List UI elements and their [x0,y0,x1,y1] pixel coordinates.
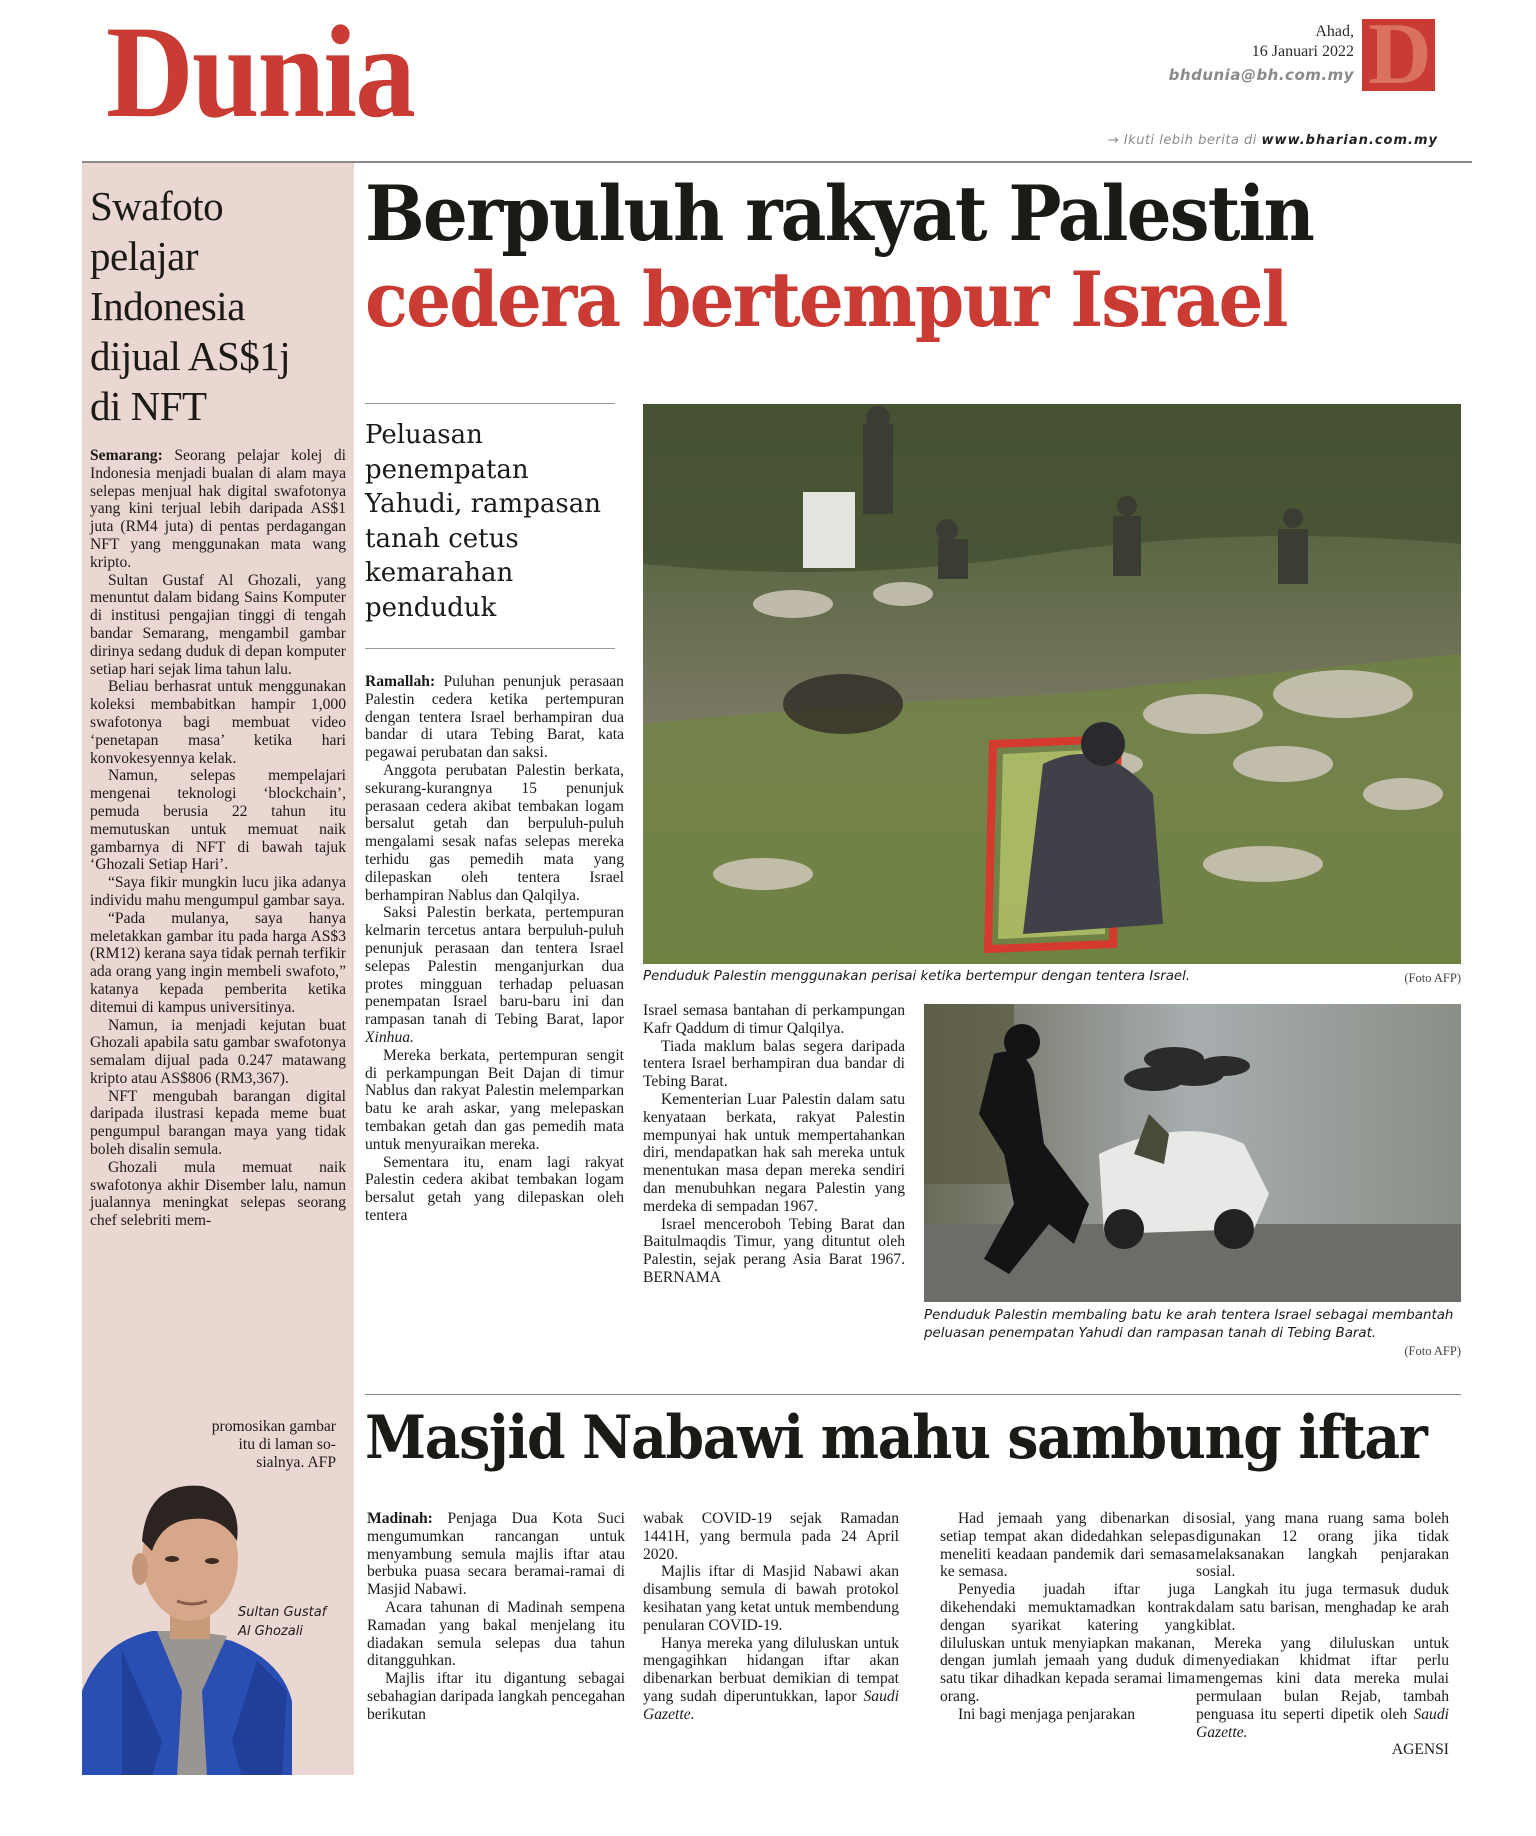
follow-prefix: → Ikuti lebih berita di [1107,133,1257,148]
sidebar-body [90,447,346,1230]
photo1-caption: Penduduk Palestin menggunakan perisai ketika bertempur dengan tentera Israel. [643,969,1191,984]
source-name: Xinhua. [365,1028,414,1046]
paragraph: Namun, ia menjadi kejutan buat Ghozali apabila satu gambar swafotonya semalam dijual pada 0.247 matawang kripto atau AS$806 (RM3,367). [90,1016,346,1087]
paragraph: wabak COVID-19 sejak Ramadan 1441H, yang bermula pada 24 April 2020. [643,1510,899,1563]
tail-line: promosikan gambar [211,1418,336,1435]
second-story-column-2 [643,1510,899,1724]
photo2-credit: (Foto AFP) [1404,1344,1461,1358]
paragraph: Tiada maklum balas segera daripada tentera Israel berhampiran dua bandar di Tebing Barat. [643,1037,905,1091]
paragraph: Beliau berhasrat untuk menggunakan koleksi membabitkan hampir 1,000 swafotonya bagi membuat video ‘penetapan masa’ ketika hari konvokesyennya kelak. [90,678,346,767]
website-link[interactable]: www.bharian.com.my [1261,133,1438,148]
paragraph: “Pada mulanya, saya hanya meletakkan gambar itu pada harga AS$3 (RM12) kerana saya tidak pernah terfikir ada orang yang ingin membeli swafoto,” katanya kepada pemberita ketika ditemui di kampus universitinya. [90,909,346,1016]
paragraph: Madinah: Penjaga Dua Kota Suci mengumumkan rancangan untuk menyambung semula majlis iftar atau berbuka puasa secara beramai-ramai di Masjid Nabawi. [367,1510,625,1599]
paragraph: Had jemaah yang dibenarkan di setiap tempat akan didedahkan selepas meneliti keadaan pandemik dari semasa ke semasa. [940,1510,1195,1581]
source-name: Saudi Gazette. [1196,1705,1449,1741]
tail-line: itu di laman so- [238,1435,336,1453]
second-story-column-1 [367,1510,625,1724]
portrait-caption [238,1603,326,1641]
photo2-caption: Penduduk Palestin membaling batu ke arah tentera Israel sebagai membantah peluasan penempatan Yahudi dan rampasan tanah di Tebing Barat. [924,1308,1454,1341]
sidebar-tail-text [212,1418,336,1471]
paragraph: Penyedia juadah iftar juga dikehendaki memuktamadkan kontrak dengan syarikat katering yang diluluskan untuk menyiapkan makanan, dengan jumlah jemaah yang duduk di satu tikar dihadkan kepada seramai lima orang. [940,1581,1195,1705]
sidebar-headline-line: pelajar [90,233,199,279]
paragraph: Kementerian Luar Palestin dalam satu kenyataan berkata, rakyat Palestin mempunyai hak untuk mempertahankan diri, mendapatkan hak sah mereka untuk menentukan masa depan mereka sendiri dan menubuhkan negara Palestin yang merdeka di sempadan 1967. [643,1090,905,1215]
paragraph: Majlis iftar di Masjid Nabawi akan disambung semula di bawah protokol kesihatan yang ketat untuk membendung penularan COVID-19. [643,1563,899,1634]
sidebar-headline [90,181,350,431]
paragraph: Ghozali mula memuat naik swafotonya akhir Disember lalu, namun jualannya meningkat selepas seorang chef selebriti mem- [90,1158,346,1230]
deck-rule-top [365,403,615,404]
stone-throwing-photo [924,1004,1461,1302]
paragraph: Semarang: Seorang pelajar kolej di Indonesia menjadi bualan di alam maya selepas menjual hak digital swafotonya yang kini terjual lebih daripada AS$1 juta (RM4 juta) di pentas perdagangan NFT yang menggunakan mata wang kripto. [90,447,346,571]
deck-rule-bottom [365,648,615,649]
paragraph: Ramallah: Puluhan penunjuk perasaan Palestin cedera ketika pertempuran dengan tentera Israel berhampiran dua bandar di utara Tebing Barat, kata pegawai perubatan dan saksi. [365,673,624,762]
section-logo-icon [1362,19,1435,91]
main-headline [365,169,1384,344]
issue-date [1252,22,1354,62]
headline-line-2: cedera bertempur Israel [365,255,1287,344]
paragraph: Saksi Palestin berkata, pertempuran kelmarin tercetus antara berpuluh-puluh penunjuk perasaan dan tentera Israel selepas Palestin menganjurkan dua protes mingguan terhadap peluasan penempatan Israel baru-baru ini dan rampasan tanah di Tebing Barat, lapor Xinhua. [365,904,624,1046]
paragraph: Majlis iftar itu digantung sebagai sebahagian daripada langkah pencegahan berikutan [367,1670,625,1723]
paragraph: Acara tahunan di Madinah sempena Ramadan yang bakal menjelang itu diadakan semula selepas dua tahun ditangguhkan. [367,1598,625,1670]
sidebar-headline-line: Indonesia [90,283,245,329]
paragraph: Ini bagi menjaga penjarakan [958,1705,1136,1723]
paragraph: sosial, yang mana ruang sama boleh digunakan 12 orang jika tidak melaksanakan langkah penjarakan sosial. [1196,1510,1449,1581]
issue-day: Ahad, [1315,23,1354,40]
logo-letter: D [1368,19,1432,91]
signoff: AGENSI [1391,1741,1449,1759]
issue-full-date: 16 Januari 2022 [1251,43,1354,60]
second-headline: Masjid Nabawi mahu sambung iftar [365,1403,1427,1473]
caption-line: Al Ghozali [238,1624,303,1639]
source-name: Saudi Gazette. [643,1687,899,1723]
story-deck: Peluasan penempatan Yahudi, rampasan tanah cetus kemarahan penduduk [365,420,601,623]
mid-divider [365,1394,1461,1395]
paragraph: Langkah itu juga termasuk duduk dalam satu barisan, menghadap ke arah kiblat. [1196,1581,1449,1634]
headline-line-1: Berpuluh rakyat Palestin [365,169,1314,258]
photo1-credit: (Foto AFP) [1404,971,1461,985]
main-story-column-1 [365,673,624,1225]
section-email-link[interactable]: bhdunia@bh.com.my [1168,66,1354,84]
second-story-column-3 [940,1510,1195,1724]
dateline: Semarang: [90,447,163,464]
clash-photo [643,404,1461,964]
paragraph: Sementara itu, enam lagi rakyat Palestin cedera akibat tembakan logam bersalut getah yang dilepaskan oleh tentera [365,1153,624,1224]
tail-line: sialnya. AFP [256,1453,336,1471]
paragraph: NFT mengubah barangan digital daripada ilustrasi kepada meme buat pengumpul barangan maya yang tidak boleh disalin semula. [90,1087,346,1159]
sidebar-headline-line: di NFT [90,383,207,429]
main-story-column-2 [643,1002,905,1287]
paragraph: Hanya mereka yang diluluskan untuk mengagihkan hidangan iftar akan dibenarkan berbuat demikian di tempat yang sudah diperuntukkan, lapor Saudi Gazette. [643,1634,899,1723]
paragraph: “Saya fikir mungkin lucu jika adanya individu mahu mengumpul gambar saya. [90,874,346,909]
caption-line: Sultan Gustaf [238,1605,327,1620]
section-title: Dunia [106,0,415,145]
sidebar-story [82,163,354,1775]
paragraph: Israel semasa bantahan di perkampungan Kafr Qaddum di timur Qalqilya. [643,1002,905,1037]
paragraph: Anggota perubatan Palestin berkata, sekurang-kurangnya 15 penunjuk perasaan cedera akibat tembakan logam bersalut getah dan berpuluh-puluh mengalami sesak nafas selepas mereka terhidu gas pemedih mata yang dilepaskan oleh tentera Israel berhampiran Nablus dan Qalqilya. [365,761,624,904]
follow-line [1108,133,1438,148]
dateline: Ramallah: [365,673,436,690]
paragraph: Mereka yang diluluskan untuk menyediakan khidmat iftar perlu mengemas kini data mereka mulai permulaan bulan Rejab, tambah penguasa itu seperti dipetik oleh Saudi Gazette. [1196,1634,1449,1741]
paragraph: Israel menceroboh Tebing Barat dan Baitulmaqdis Timur, yang dituntut oleh Palestin, sejak perang Asia Barat 1967. BERNAMA [643,1215,905,1286]
paragraph: Sultan Gustaf Al Ghozali, yang menuntut dalam bidang Sains Komputer di institusi pengajian tinggi di tengah bandar Semarang, mengambil gambar dirinya sedang duduk di depan komputer setiap hari sejak lima tahun lalu. [90,571,346,678]
sidebar-headline-line: dijual AS$1j [90,333,291,379]
dateline: Madinah: [367,1510,433,1527]
paragraph: Namun, selepas mempelajari mengenai teknologi ‘blockchain’, pemuda berusia 22 tahun itu memutuskan untuk memuat naik gambarnya di NFT di bawah tajuk ‘Ghozali Setiap Hari’. [90,767,346,874]
paragraph: Mereka berkata, pertempuran sengit di perkampungan Beit Dajan di timur Nablus dan rakyat Palestin melemparkan batu ke arah askar, yang melepaskan tembakan getah dan gas pemedih mata untuk menyuraikan mereka. [365,1046,624,1153]
second-story-column-4 [1196,1510,1449,1759]
sidebar-headline-line: Swafoto [90,183,224,229]
